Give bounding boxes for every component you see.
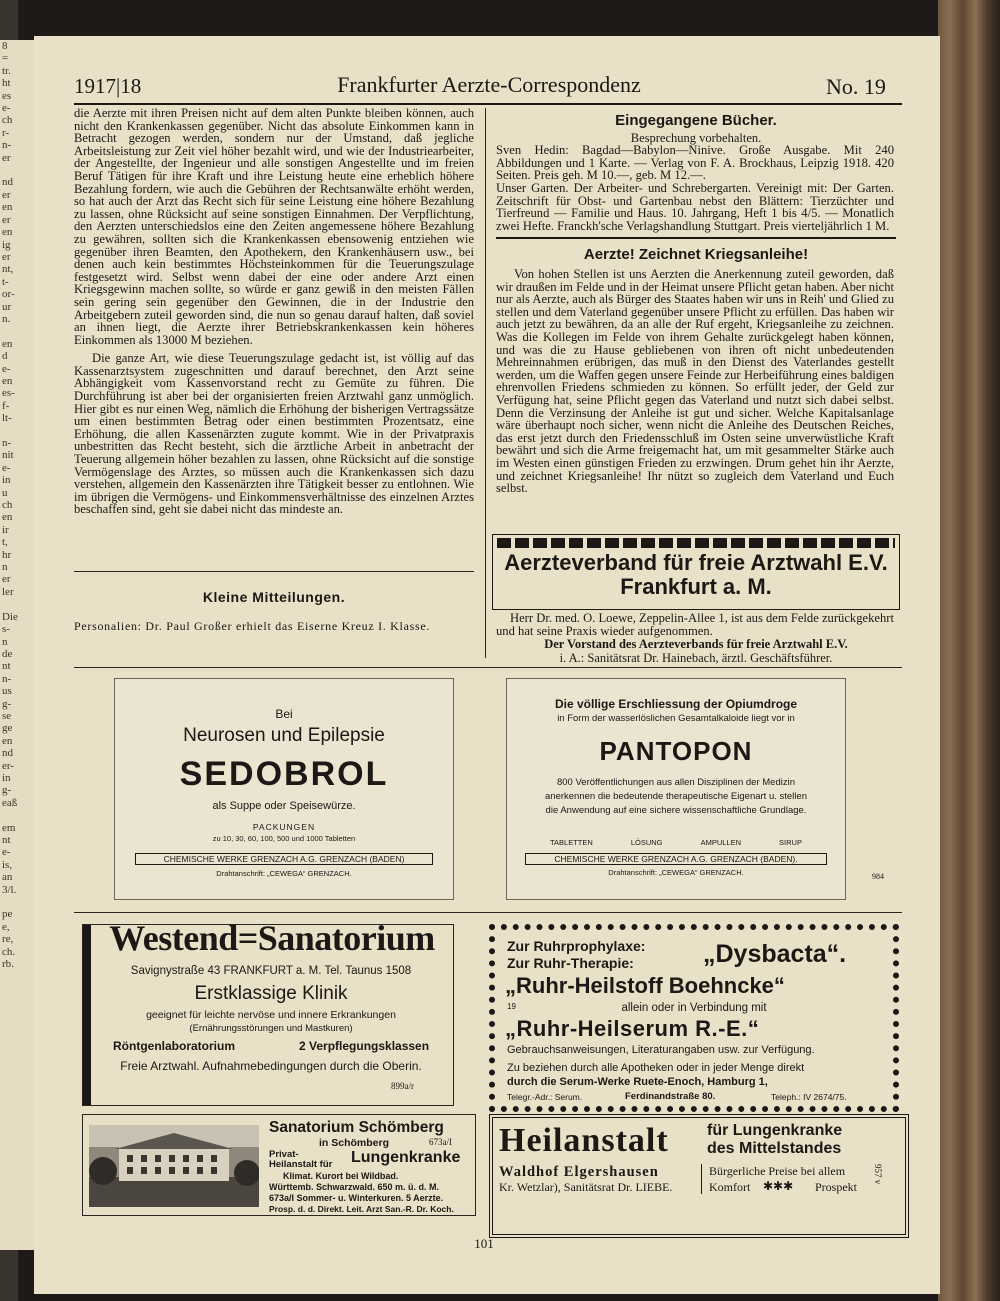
books-heading: Eingegangene Bücher. bbox=[615, 112, 777, 129]
previous-page-fragment: es- bbox=[2, 387, 15, 400]
schoemberg-title: Sanatorium Schömberg bbox=[269, 1119, 444, 1136]
schoemberg-season: 673a/I Sommer- u. Winterkuren. 5 Aerzte. bbox=[269, 1193, 444, 1203]
previous-page-fragment: eaß bbox=[2, 796, 18, 809]
previous-page-fragment: 8 bbox=[2, 40, 8, 52]
sedobrol-brand: SEDOBROL bbox=[179, 755, 389, 793]
dysbacta-phone: Teleph.: IV 2674/75. bbox=[771, 1092, 847, 1102]
previous-page-fragment: ht bbox=[2, 77, 11, 90]
previous-page-fragment: en bbox=[2, 374, 13, 387]
previous-page-fragment bbox=[0, 425, 34, 437]
previous-page-fragment: lt- bbox=[2, 412, 12, 425]
pantopon-text-1: 800 Veröffentlichungen aus allen Disziplinen der Medizin bbox=[556, 777, 795, 788]
personalien-text: Personalien: Dr. Paul Großer erhielt das Eiserne Kreuz I. Klasse. bbox=[74, 619, 431, 633]
pantopon-text-3: die Anwendung auf eine sichere wissenschaftliche Grundlage. bbox=[545, 805, 807, 816]
previous-page-fragment: t, bbox=[2, 536, 8, 549]
pantopon-ad bbox=[506, 678, 846, 900]
dysbacta-street: Ferdinandstraße 80. bbox=[625, 1091, 716, 1102]
aerzteverband-city: Frankfurt a. M. bbox=[620, 574, 772, 599]
dysbacta-heilserum: „Ruhr-Heilserum R.-E.“ bbox=[505, 1016, 760, 1041]
previous-page-fragment: n bbox=[2, 561, 8, 574]
pantopon-brand: PANTOPON bbox=[599, 736, 753, 766]
previous-page-fragment: de bbox=[2, 647, 13, 660]
heilanstalt-comfort: Komfort bbox=[709, 1180, 751, 1194]
aerzteverband-signature: Der Vorstand des Aerzteverbands für freie Arztwahl E.V. bbox=[544, 637, 848, 651]
book-entry-garten: Unser Garten. Der Arbeiter- und Schrebergarten. Vereinigt mit: Der Garten. Zeitschrift für Obst- und Gartenbau nebst den Blättern: Tierzüchter und Tierfreund — Familie und Haus. 10. Jahrgang, Heft 1 bis 4/5. — Monatlich zwei Hefte. Franckh'sche Verlagshandlung Stuttgart. Preis vierteljährlich 1 M. bbox=[496, 181, 894, 233]
previous-page-fragment: n- bbox=[2, 672, 12, 685]
sedobrol-sizes: zu 10, 30, 60, 100, 500 und 1000 Tabletten bbox=[212, 834, 356, 843]
book-entry-hedin: Sven Hedin: Bagdad—Babylon—Ninive. Große Ausgabe. Mit 240 Abbildungen und 1 Karte. — Verlag von F. A. Brockhaus, Leipzig 1918. 420 Seiten. Preis geh. M 10.—, geb. M 12.—. bbox=[496, 143, 894, 183]
previous-page-fragment: ir bbox=[2, 523, 9, 536]
schoemberg-lungenkranke: Lungenkranke bbox=[351, 1149, 461, 1166]
previous-page-fragment: n- bbox=[2, 139, 12, 152]
previous-page-fragment: ge bbox=[2, 722, 13, 735]
heilanstalt-code: 957 v bbox=[873, 1164, 883, 1185]
previous-page-edge bbox=[0, 40, 34, 1250]
pantopon-forms bbox=[531, 838, 821, 847]
previous-page-fragment: in bbox=[2, 771, 11, 784]
previous-page-fragment: u bbox=[2, 486, 8, 499]
previous-page-fragment: n bbox=[2, 635, 8, 648]
schoemberg-kurort: Klimat. Kurort bei Wildbad. bbox=[283, 1171, 399, 1181]
pantopon-form: SIRUP bbox=[779, 838, 802, 847]
westend-code: 899a/r bbox=[391, 1081, 414, 1091]
left-column-text bbox=[74, 107, 474, 516]
westend-free-choice: Freie Arztwahl. Aufnahmebedingungen durch die Oberin. bbox=[120, 1059, 422, 1073]
dysbacta-brand: „Dysbacta“. bbox=[703, 940, 847, 968]
section-rule bbox=[74, 912, 902, 913]
westend-klinik: Erstklassige Klinik bbox=[194, 983, 348, 1004]
previous-page-fragment: er bbox=[2, 188, 11, 201]
section-rule bbox=[496, 237, 896, 239]
previous-page-fragment: = bbox=[2, 52, 9, 65]
sedobrol-subtitle: als Suppe oder Speisewürze. bbox=[212, 800, 356, 812]
previous-page-fragment bbox=[0, 598, 34, 610]
previous-page-fragment: n. bbox=[2, 312, 11, 325]
section-rule bbox=[74, 571, 474, 572]
previous-page-fragment: en bbox=[2, 511, 13, 524]
westend-classes: 2 Verpflegungsklassen bbox=[299, 1039, 430, 1053]
previous-page-fragment: r- bbox=[2, 126, 10, 139]
paragraph: die Aerzte mit ihren Preisen nicht auf dem alten Punkte bleiben können, auch nicht den Krankenkassen gegenüber. Nicht das absolute Einkommen kann in Betracht gezogen werden, sondern nur der Umstand, daß jegliche Arbeitsleistung zur Zeit viel höher bezahlt wird, und wie der Industriearbeiter, der Angestellte, der Ingenieur und alle sonstigen Angestellte und im freien Beruf Tätigen für ihre Kraft und ihre Leistung heute eine erheblich höhere Bezahlung fordern, wie auch die Gebühren der Rechtsanwälte erhöht werden, so hat auch der Arzt das Recht sich für seine Leistung eine höhere Bezahlung zu lassen, ohne Rücksicht auf seine sonstigen Einnahmen. Der Verpflichtung, den Aerzten unterschiedslos eine den Zeiten angemessene höhere Bezahlung zu gewähren, sollten sich die Krankenkassen ebensowenig entziehen wie gegenüber ihren Beamten, den Apothekern, den Krankenhäusern usw., bei denen auch kein bestimmtes Höchsteinkommen für die Teuerungszulage festgesetzt wird. Selbst wenn dabei der eine oder andere Arzt einen Kriegsgewinn machen sollte, so würde er ganz gewiß in den meisten Fällen sein gering sein gegenüber den Gewinnen, die in der Industrie den Arbeitgebern zuteil geworden sind, die nun so genau darauf halten, daß soviel an ihnen liegt, die Aerzte ihrer Betriebskrankenkassen kein höheres Einkommen als 13000 M beziehen. bbox=[74, 106, 474, 347]
sedobrol-bei: Bei bbox=[275, 707, 293, 721]
previous-page-fragment: tr. bbox=[2, 64, 11, 77]
previous-page-fragment: an bbox=[2, 871, 13, 884]
previous-page-fragment: e- bbox=[2, 102, 11, 115]
previous-page-fragment: e- bbox=[2, 846, 11, 859]
previous-page-fragment: is, bbox=[2, 858, 13, 871]
previous-page-fragment: se bbox=[2, 709, 12, 722]
pantopon-subline: in Form der wasserlöslichen Gesamtalkaloide liegt vor in bbox=[557, 713, 795, 724]
sedobrol-ad bbox=[114, 678, 454, 900]
previous-page-fragment: ch. bbox=[2, 945, 16, 958]
previous-page-fragment: ch bbox=[2, 114, 13, 127]
previous-page-fragment: pe bbox=[2, 908, 13, 921]
schoemberg-direction: Prosp. d. d. Direkt. Leit. Arzt San.-R. Dr. Koch. bbox=[269, 1204, 454, 1214]
previous-page-fragment bbox=[0, 809, 34, 821]
previous-page-fragment: ler bbox=[2, 585, 14, 598]
ornament-border bbox=[497, 538, 895, 548]
previous-page-fragment bbox=[0, 164, 34, 176]
previous-page-fragment: en bbox=[2, 337, 13, 350]
books-subheading: Besprechung vorbehalten. bbox=[630, 131, 762, 145]
previous-page-fragment: ig bbox=[2, 238, 11, 251]
sedobrol-indication: Neurosen und Epilepsie bbox=[183, 725, 385, 746]
pantopon-form: TABLETTEN bbox=[550, 838, 593, 847]
westend-address: Savignystraße 43 FRANKFURT a. M. Tel. Taunus 1508 bbox=[130, 965, 412, 977]
previous-page-fragment: nd bbox=[2, 747, 13, 760]
previous-page-fragment: rb. bbox=[2, 958, 14, 971]
previous-page-fragment: en bbox=[2, 226, 13, 239]
westend-sanatorium-ad bbox=[82, 918, 454, 1106]
previous-page-fragment: en bbox=[2, 734, 13, 747]
dysbacta-allein: allein oder in Verbindung mit bbox=[621, 1002, 767, 1014]
dysbacta-instructions: Gebrauchsanweisungen, Literaturangaben usw. zur Verfügung. bbox=[507, 1044, 815, 1056]
previous-page-fragment: f- bbox=[2, 399, 10, 412]
aerzteverband-title: Aerzteverband für freie Arztwahl E.V. bbox=[504, 550, 888, 575]
heilanstalt-stars: ✱✱✱ bbox=[763, 1179, 794, 1193]
dysbacta-order-2: durch die Serum-Werke Ruete-Enoch, Hamburg 1, bbox=[507, 1076, 768, 1088]
page-number: 101 bbox=[474, 1236, 494, 1251]
heilanstalt-prospekt: Prospekt bbox=[815, 1180, 857, 1194]
previous-page-fragment: g- bbox=[2, 784, 12, 797]
header-rule bbox=[74, 103, 902, 105]
schoemberg-private: Privat- Heilanstalt für bbox=[269, 1149, 333, 1170]
dysbacta-prophylaxis: Zur Ruhrprophylaxe: bbox=[507, 938, 646, 954]
heilanstalt-class: des Mittelstandes bbox=[707, 1140, 842, 1157]
previous-page-fragment: s- bbox=[2, 623, 10, 636]
heilanstalt-waldhof: Waldhof Elgershausen bbox=[499, 1164, 659, 1180]
pantopon-headline: Die völlige Erschliessung der Opiumdroge bbox=[554, 697, 798, 711]
previous-page-fragment: hr bbox=[2, 548, 12, 561]
ad-code-984: 984 bbox=[872, 872, 884, 881]
pantopon-company: CHEMISCHE WERKE GRENZACH A.G. GRENZACH (BADEN). bbox=[525, 853, 827, 865]
column-divider bbox=[485, 108, 486, 658]
dysbacta-ad bbox=[489, 924, 899, 1112]
previous-page-fragment: e- bbox=[2, 461, 11, 474]
aerzteverband-box bbox=[492, 534, 900, 610]
war-bonds-heading: Aerzte! Zeichnet Kriegsanleihe! bbox=[583, 246, 809, 263]
schoemberg-code: 673a/I bbox=[429, 1137, 452, 1147]
westend-suitable: geeignet für leichte nervöse und innere Erkrankungen bbox=[146, 1009, 396, 1021]
heilanstalt-director: Kr. Wetzlar), Sanitätsrat Dr. LIEBE. bbox=[499, 1180, 673, 1194]
previous-page-fragment: us bbox=[2, 685, 12, 698]
dysbacta-heilstoff: „Ruhr-Heilstoff Boehncke“ bbox=[505, 973, 785, 998]
header-title: Frankfurter Aerzte-Correspondenz bbox=[337, 72, 641, 97]
schoemberg-location: Württemb. Schwarzwald. 650 m. ü. d. M. bbox=[269, 1182, 440, 1192]
westend-roentgen: Röntgenlaboratorium bbox=[113, 1039, 235, 1053]
war-bonds-text: Von hohen Stellen ist uns Aerzten die Anerkennung zuteil geworden, daß wir draußen im Felde und in der Heimat unsere Pflicht getan haben. Aber nicht nur als Aerzte, auch als Bürger des Staates haben wir uns in Reih' und Glied zu stellen und dem Vaterland gegenüber unsere Pflicht zu erfüllen. Das haben wir auch jetzt zu bewähren, da an alle der Ruf ergeht, Kriegsanleihe zu zeichnen. Was die Kollegen im Felde von ihrem Gehalte zurückgelegt haben können, und was die zu Hause gebliebenen von ihren oft nicht unbedeutenden Mehreinnahmen erübrigen, das muß in den Dienst des Vaterlandes gestellt werden, um die Waffen gegen unsere Feinde zur Herbeiführung eines baldigen ehrenvollen Friedens schmieden zu können. So erfüllt jeder, der Geld zur Verfügung hat, seine Pflicht gegen das Vaterland und nutzt sich dabei selbst. Denn die Verzinsung der Anleihe ist gut und sicher. Welche Kapitalsanlage wäre überhaupt noch sicher, wenn nicht die Anleihe des Deutschen Reiches, das erst jetzt durch den Friedensschluß im Osten seine unverwüstliche Kraft bewährt und sich die Arme freigemacht hat, um mit gesammelter Stärke auch im Westen einen günstigen Frieden zu erzwingen. Drum gehet hin ihr Aerzte, und zeichnet Kriegsanleihe! Ihr nützt so zugleich dem Vaterland und Euch selbst. bbox=[496, 267, 894, 496]
heilanstalt-prices: Bürgerliche Preise bei allem bbox=[709, 1164, 846, 1178]
schoemberg-place: in Schömberg bbox=[319, 1137, 390, 1149]
previous-page-fragment: ch bbox=[2, 499, 13, 512]
previous-page-fragment: nt bbox=[2, 660, 11, 673]
previous-page-fragment: in bbox=[2, 474, 11, 487]
previous-page-fragment: en bbox=[2, 201, 13, 214]
header-year: 1917|18 bbox=[74, 74, 142, 98]
previous-page-fragment: er- bbox=[2, 759, 14, 772]
kleine-mitteilungen-heading: Kleine Mitteilungen. bbox=[202, 589, 346, 605]
sedobrol-company: CHEMISCHE WERKE GRENZACH A.G. GRENZACH (BADEN) bbox=[135, 853, 433, 865]
pantopon-telegraph: Drahtanschrift: „CEWEGA“ GRENZACH. bbox=[608, 868, 744, 877]
previous-page-fragment: n- bbox=[2, 437, 12, 449]
previous-page-fragment: er bbox=[2, 151, 11, 164]
previous-page-fragment: t- bbox=[2, 275, 9, 288]
dysbacta-order-1: Zu beziehen durch alle Apotheken oder in jeder Menge direkt bbox=[507, 1062, 805, 1074]
previous-page-fragment: d bbox=[2, 350, 8, 363]
paragraph: Die ganze Art, wie diese Teuerungszulage gedacht ist, ist völlig auf das Kassenarztsystem zugeschnitten und darauf berechnet, den Arzt seine Abhängigkeit vom Kassenvorstand recht zu Gemüte zu führen. Die Durchführung ist aber bei der organisierten freien Arztwahl ganz unmöglich. Hier gibt es nur einen Weg, nämlich die Erhöhung der bisherigen Vertragssätze um einen bestimmten Betrag oder einen bestimmten Prozentsatz, eine Erhöhung, die allen Kassenärzten zugute kommt. Wie in der Privatpraxis unbestritten das Recht besteht, sich die ärztliche Arbeit in anbetracht der Teuerung allgemein höher bezahlen zu lassen, ohne Rücksicht auf die sonstige Vermögenslage des Arztes, so müssen auch die Krankenkassen sich dazu verstehen, allgemein den Kassenärzten ihre Tätigkeit besser zu entlohnen. Wie im übrigen die Vermögens- und Einkommensverhältnisse des einzelnen Arztes beschaffen sind, geht sie dabei nicht das mindeste an. bbox=[74, 351, 474, 517]
header-issue: No. 19 bbox=[826, 74, 886, 99]
westend-suitable-2: (Ernährungsstörungen und Mastkuren) bbox=[189, 1023, 353, 1034]
sedobrol-telegraph: Drahtanschrift: „CEWEGA“ GRENZACH. bbox=[216, 869, 352, 878]
previous-page-fragment: e- bbox=[2, 362, 11, 375]
previous-page-fragment: nt, bbox=[2, 263, 14, 276]
previous-page-fragment: es bbox=[2, 89, 12, 102]
dysbacta-number: 19 bbox=[507, 1002, 516, 1011]
previous-page-fragment: nt bbox=[2, 834, 11, 846]
previous-page-fragment: g- bbox=[2, 697, 12, 710]
previous-page-fragment: or- bbox=[2, 288, 15, 301]
previous-page-fragment: Die bbox=[2, 610, 18, 623]
page-stack-edge bbox=[938, 0, 1000, 1301]
previous-page-fragment bbox=[0, 896, 34, 908]
previous-page-fragment: 3/l. bbox=[2, 883, 17, 896]
pantopon-form: AMPULLEN bbox=[700, 838, 741, 847]
westend-title: Westend=Sanatorium bbox=[109, 918, 435, 958]
journal-page bbox=[34, 36, 940, 1294]
aerzteverband-notice: Herr Dr. med. O. Loewe, Zeppelin-Allee 1, ist aus dem Felde zurückgekehrt und hat seine Praxis wieder aufgenommen. bbox=[496, 611, 894, 638]
dysbacta-telegram: Telegr.-Adr.: Serum. bbox=[507, 1092, 583, 1102]
heilanstalt-title: Heilanstalt bbox=[499, 1122, 669, 1159]
previous-page-fragment: er bbox=[2, 250, 11, 263]
sedobrol-pack: PACKUNGEN bbox=[252, 822, 316, 832]
pantopon-form: LÖSUNG bbox=[630, 838, 663, 847]
previous-page-fragment: e, bbox=[2, 920, 10, 933]
previous-page-fragment: nit bbox=[2, 449, 14, 462]
pantopon-text-2: anerkennen die bedeutende therapeutische Eigenart u. stellen bbox=[545, 791, 807, 802]
previous-page-fragment: nd bbox=[2, 176, 13, 189]
schoemberg-ad bbox=[82, 1114, 476, 1216]
heilanstalt-ad bbox=[489, 1114, 909, 1238]
previous-page-fragment: re, bbox=[2, 933, 14, 946]
dysbacta-therapy: Zur Ruhr-Therapie: bbox=[507, 955, 634, 971]
section-rule bbox=[74, 667, 902, 668]
previous-page-fragment: ur bbox=[2, 300, 12, 313]
previous-page-fragment: er bbox=[2, 213, 11, 226]
previous-page-fragment: er bbox=[2, 573, 11, 586]
sanatorium-photo bbox=[89, 1125, 259, 1207]
aerzteverband-contact: i. A.: Sanitätsrat Dr. Hainebach, ärztl. Geschäftsführer. bbox=[559, 651, 833, 665]
previous-page-fragment bbox=[0, 325, 34, 337]
previous-page-fragment: em bbox=[2, 821, 16, 834]
heilanstalt-for: für Lungenkranke bbox=[707, 1122, 843, 1139]
